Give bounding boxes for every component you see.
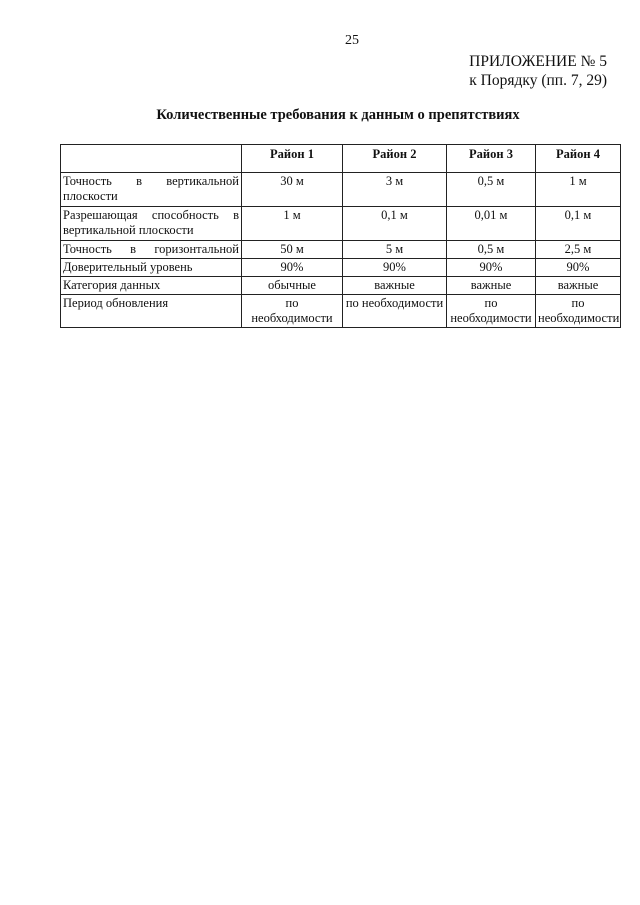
table-row [61,207,621,241]
appendix-reference: к Порядку (пп. 7, 29) [469,72,607,89]
table-cell: 90% [242,259,343,277]
table-cell: важные [536,277,621,295]
table-cell: 2,5 м [536,241,621,259]
appendix-number: ПРИЛОЖЕНИЕ № 5 [469,53,607,70]
table-cell: 3 м [343,173,447,207]
table-cell: 1 м [536,173,621,207]
header-cell-district-1: Район 1 [242,145,343,173]
row-label: Разрешающая способность в вертикальной плоскости [61,207,242,241]
row-label: Период обновления [61,295,242,328]
table-cell: 0,1 м [343,207,447,241]
row-label: Категория данных [61,277,242,295]
table-cell: по необходимости [242,295,343,328]
table-cell: 50 м [242,241,343,259]
requirements-table [60,144,621,328]
table-cell: 90% [343,259,447,277]
row-label: Точность в вертикальной плоскости [61,173,242,207]
table-cell: 1 м [242,207,343,241]
header-cell-parameter [61,145,242,173]
table-cell: обычные [242,277,343,295]
table-cell: 5 м [343,241,447,259]
table-cell: по необходимости [447,295,536,328]
table-cell: по необходимости [536,295,621,328]
header-cell-district-2: Район 2 [343,145,447,173]
header-cell-district-3: Район 3 [447,145,536,173]
table-row [61,173,621,207]
table-row [61,295,621,328]
table-row [61,277,621,295]
table-cell: 30 м [242,173,343,207]
table-row [61,259,621,277]
table-cell: 0,1 м [536,207,621,241]
table-cell: 90% [447,259,536,277]
table-cell: 0,5 м [447,173,536,207]
table-cell: 90% [536,259,621,277]
row-label: Точность в горизонтальной [61,241,242,259]
table-cell: важные [447,277,536,295]
table-row [61,241,621,259]
table-cell: 0,01 м [447,207,536,241]
table-cell: важные [343,277,447,295]
table-cell: по необходимости [343,295,447,328]
document-title: Количественные требования к данным о препятствиях [156,107,520,123]
header-cell-district-4: Район 4 [536,145,621,173]
appendix-heading [469,52,607,90]
page-number: 25 [345,33,359,48]
row-label: Доверительный уровень [61,259,242,277]
table-cell: 0,5 м [447,241,536,259]
table-header-row [61,145,621,173]
